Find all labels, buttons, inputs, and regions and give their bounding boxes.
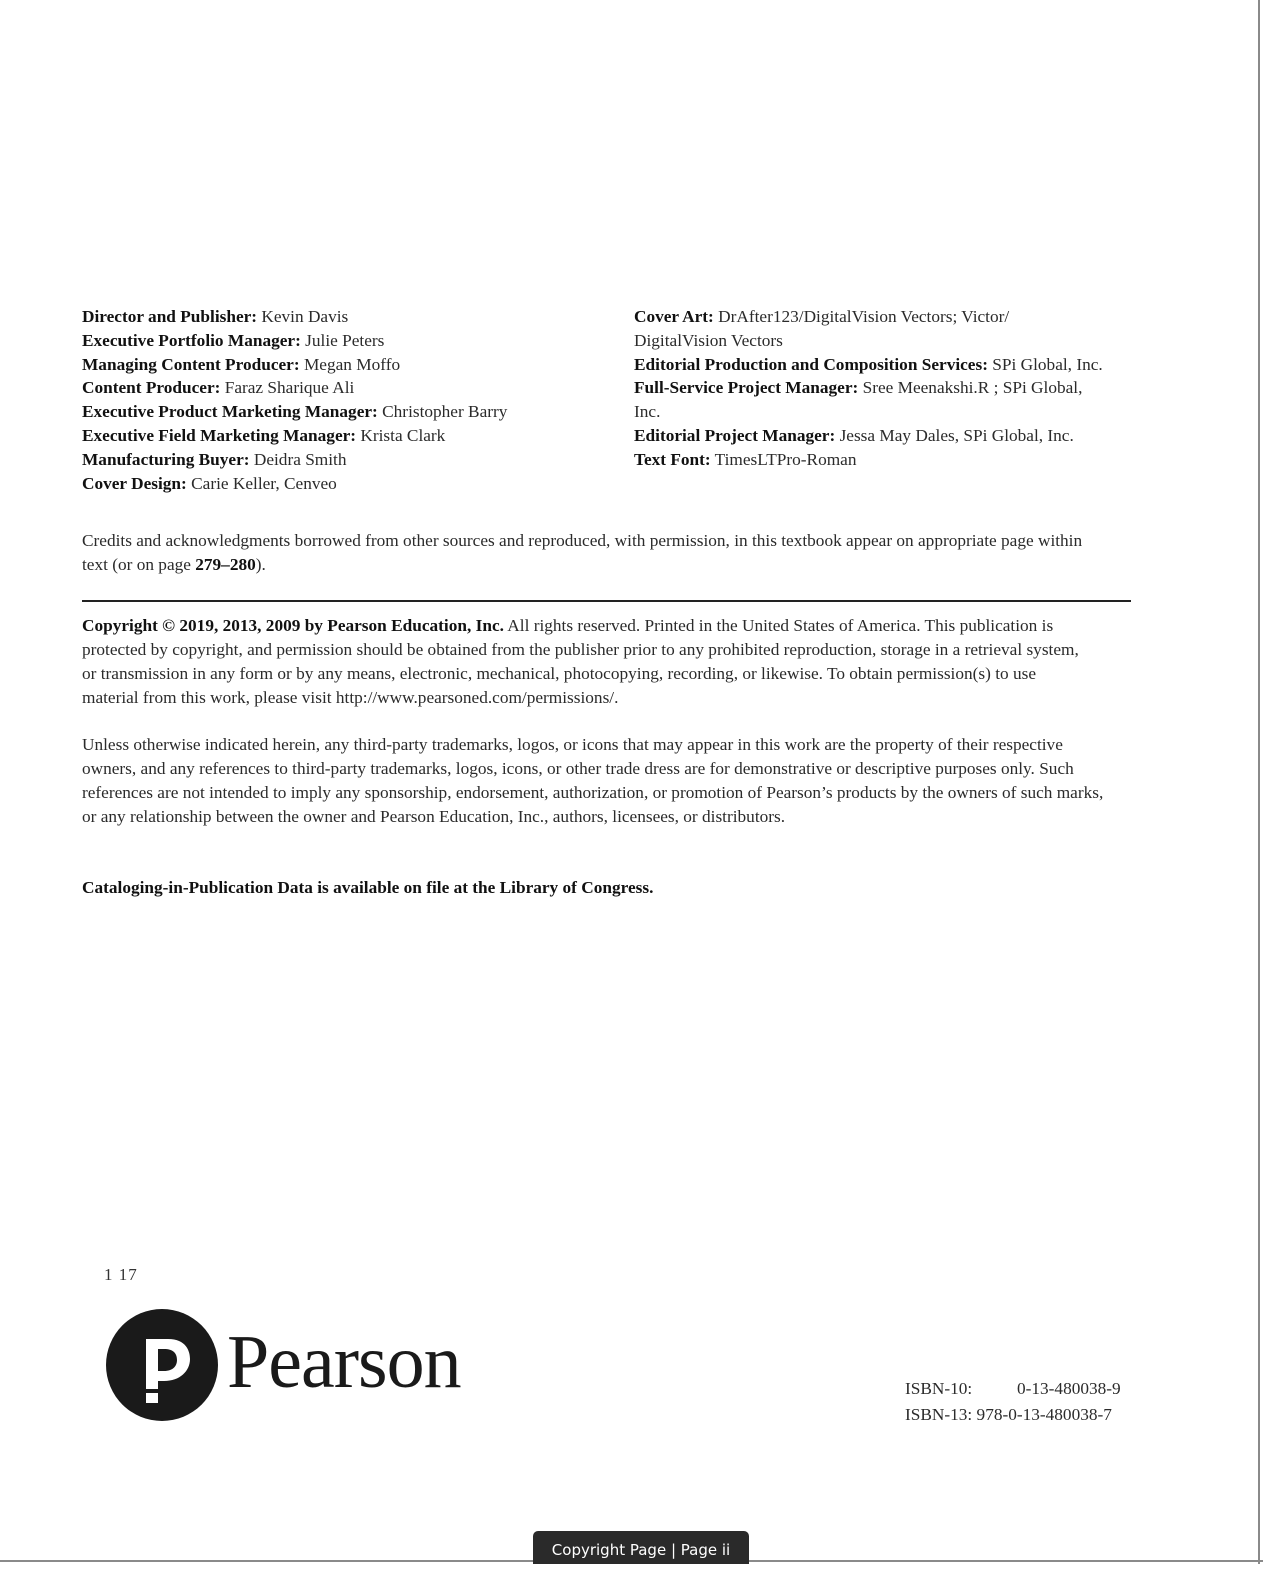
credits-left-column xyxy=(82,305,634,495)
credit-line: Executive Portfolio Manager: Julie Peters xyxy=(82,330,385,350)
page-label-tab: Copyright Page | Page ii xyxy=(533,1531,749,1564)
credit-line: Director and Publisher: Kevin Davis xyxy=(82,307,349,326)
isbn-10-label: ISBN-10: xyxy=(905,1379,973,1398)
credits-right-column xyxy=(634,305,1104,495)
credit-line: Cover Art: DrAfter123/DigitalVision Vectors; Victor/ DigitalVision Vectors xyxy=(634,307,1010,350)
isbn-10-value: 0-13-480038-9 xyxy=(1017,1379,1121,1398)
cip-statement: Cataloging-in-Publication Data is available on file at the Library of Congress. xyxy=(82,878,654,897)
credit-line: Editorial Production and Composition Services: SPi Global, Inc. xyxy=(634,354,1103,374)
credits-block xyxy=(82,305,1142,495)
credit-line: Editorial Project Manager: Jessa May Dales, SPi Global, Inc. xyxy=(634,425,1074,445)
copyright-paragraph: Copyright © 2019, 2013, 2009 by Pearson Education, Inc. All rights reserved. Printed in the United States of America. This publication is protected by copyright, and permission should be obtained from the publisher prior to any prohibited reproduction, storage in a retrieval system, or transmission in any form or by any means, electronic, mechanical, photocopying, recording, or likewise. To obtain permission(s) to use material from this work, please visit http://www.pearsoned.com/permissions/. xyxy=(82,616,1079,707)
isbn-10-row xyxy=(905,1376,1121,1402)
print-line: 1 17 xyxy=(104,1265,138,1284)
pearson-p-logo-icon xyxy=(106,1309,218,1421)
page-edge xyxy=(1258,0,1260,1564)
credit-line: Full-Service Project Manager: Sree Meenakshi.R ; SPi Global, Inc. xyxy=(634,378,1083,422)
credit-line: Text Font: TimesLTPro-Roman xyxy=(634,449,857,469)
credit-line: Executive Product Marketing Manager: Christopher Barry xyxy=(82,402,508,422)
credit-line: Content Producer: Faraz Sharique Ali xyxy=(82,378,355,398)
isbn-13-row xyxy=(905,1402,1121,1428)
trademarks-paragraph: Unless otherwise indicated herein, any third-party trademarks, logos, or icons that may appear in this work are the property of their respective owners, and any references to third-party trademarks, logos, icons, or other trade dress are for demonstrative or descriptive purposes only. Such references are not intended to imply any sponsorship, endorsement, authorization, or promotion of Pearson’s products by the owners of such marks, or any relationship between the owner and Pearson Education, Inc., authors, licensees, or distributors. xyxy=(82,735,1104,826)
credit-line: Manufacturing Buyer: Deidra Smith xyxy=(82,449,347,469)
divider-rule xyxy=(82,600,1131,602)
credit-line: Managing Content Producer: Megan Moffo xyxy=(82,354,401,374)
isbn-13-value: 978-0-13-480038-7 xyxy=(976,1405,1112,1424)
credit-line: Cover Design: Carie Keller, Cenveo xyxy=(82,473,337,493)
acknowledgments-paragraph: Credits and acknowledgments borrowed from other sources and reproduced, with permission, in this textbook appear on appropriate page within text (or on page 279–280). xyxy=(82,531,1083,574)
credit-line: Executive Field Marketing Manager: Krista Clark xyxy=(82,425,446,445)
isbn-block xyxy=(905,1376,1121,1428)
publisher-wordmark: Pearson xyxy=(227,1320,461,1404)
isbn-13-label: ISBN-13: xyxy=(905,1405,973,1424)
